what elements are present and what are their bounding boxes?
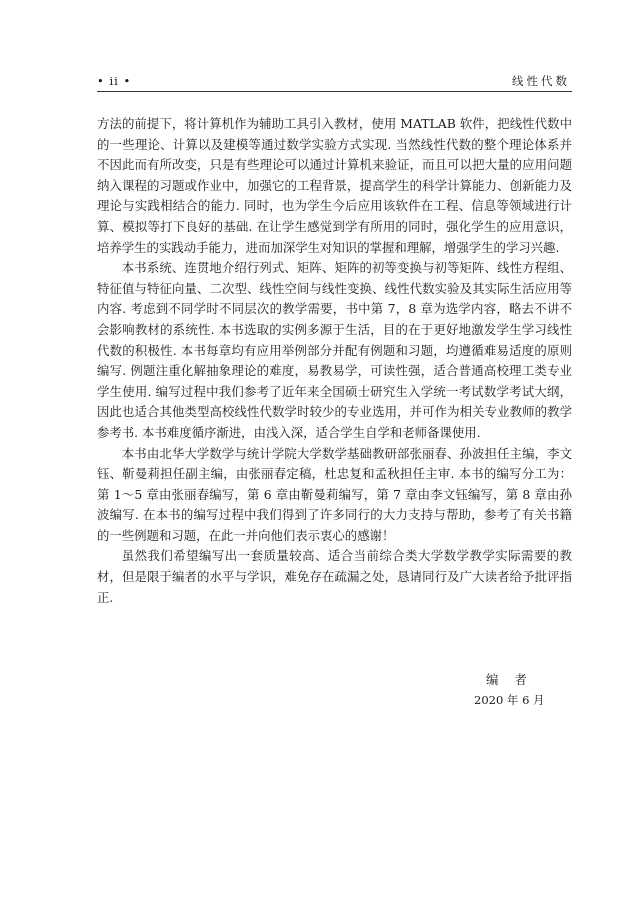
running-head — [97, 73, 572, 89]
book-title: 线性代数 — [512, 74, 570, 88]
paragraph-content-overview: 本书系统、连贯地介绍行列式、矩阵、矩阵的初等变换与初等矩阵、线性方程组、特征值与特征向量、二次型、线性空间与线性变换、线性代数实验及其实际生活应用等内容. 考虑到不同学时不同层次的教学需要，书中第 7，8 章为选学内容，略去不讲不会影响教材的系统性. 本书选取的实例多源于生活，目的在于更好地激发学生学习线性代数的积极性. 本书每章均有应用举例部分并配有例题和习题，均遵循难易适度的原则编写. 例题注重化解抽象理论的难度，易教易学，可读性强，适合普通高校理工类专业学生使用. 编写过程中我们参考了近年来全国硕士研究生入学统一考试数学考试大纲，因此也适合其他类型高校线性代数学时较少的专业选用，并可作为相关专业教师的教学参考书. 本书难度循序渐进，由浅入深，适合学生自学和老师备课使用. — [97, 260, 572, 440]
preface-body — [97, 114, 572, 608]
header-rule — [97, 91, 572, 92]
author-signature: 编者 — [486, 672, 543, 687]
paragraph-authors: 本书由北华大学数学与统计学院大学数学基础教研部张丽春、孙波担任主编，李文钰、靳曼莉担任副主编，由张丽春定稿，杜忠复和孟秋担任主审. 本书的编写分工为：第 1～5 章由张丽春编写，第 6 章由靳曼莉编写，第 7 章由李文钰编写，第 8 章由孙波编写. 在本书的编写过程中我们得到了许多同行的大力支持与帮助，参考了有关书籍的一些例题和习题，在此一并向他们表示衷心的感谢！ — [97, 445, 572, 543]
paragraph-closing: 虽然我们希望编写出一套质量较高、适合当前综合类大学数学教学实际需要的教材，但是限于编者的水平与学识，难免存在疏漏之处，恳请同行及广大读者给予批评指正. — [97, 548, 572, 605]
signature-date: 2020 年 6 月 — [474, 693, 545, 707]
page-number: • ii • — [97, 74, 132, 88]
paragraph-continued: 方法的前提下，将计算机作为辅助工具引入教材，使用 MATLAB 软件，把线性代数中的一些理论、计算以及建模等通过数学实验方式实现. 当然线性代数的整个理论体系并不因此而有所改变，只是有些理论可以通过计算机来验证，而且可以把大量的应用问题纳入课程的习题或作业中，加强它的工程背景，提高学生的科学计算能力、创新能力及理论与实践相结合的能力. 同时，也为学生今后应用该软件在工程、信息等领域进行计算、模拟等打下良好的基础. 在让学生感觉到学有所用的同时，强化学生的应用意识，培养学生的实践动手能力，进而加深学生对知识的掌握和理解，增强学生的学习兴趣. — [97, 116, 572, 255]
